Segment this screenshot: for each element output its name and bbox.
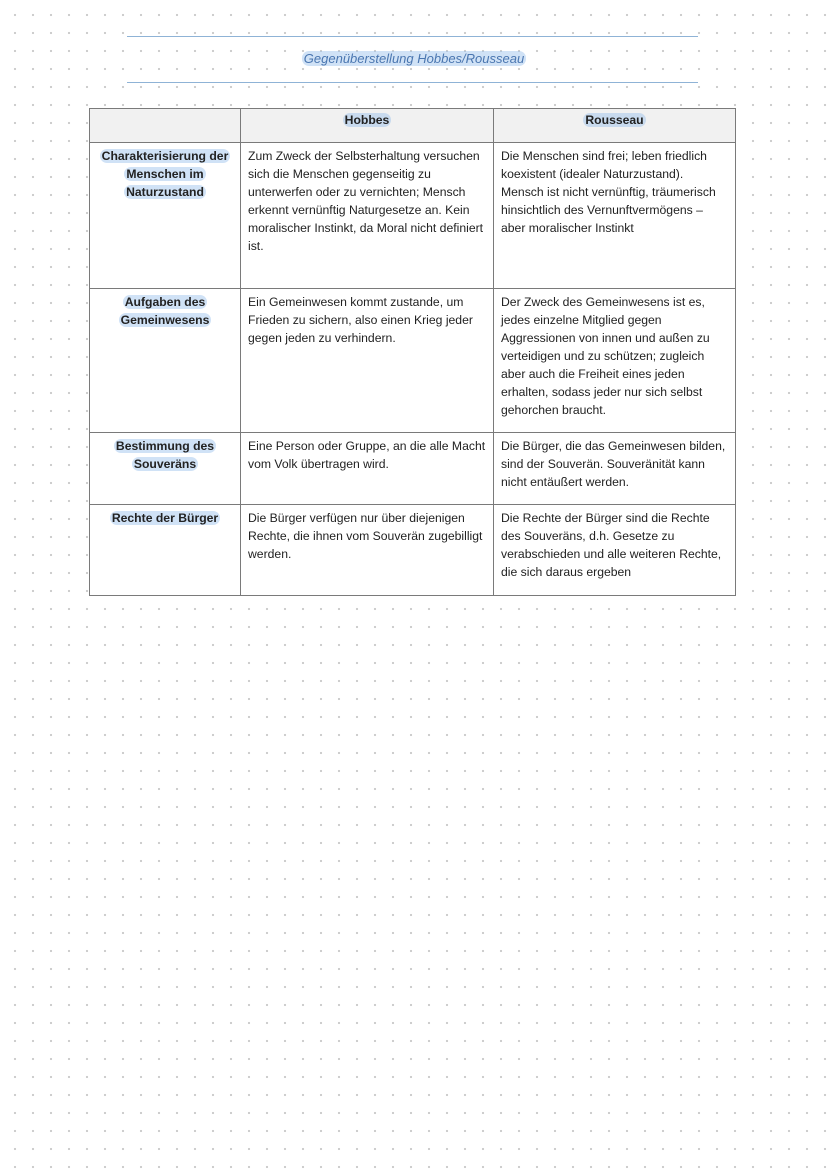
document-title: Gegenüberstellung Hobbes/Rousseau	[303, 51, 525, 66]
table-row	[90, 505, 736, 596]
table-row	[90, 289, 736, 433]
row-label-gemeinwesen: Aufgaben des Gemeinwesens	[90, 289, 241, 433]
table-row	[90, 143, 736, 289]
header-hobbes: Hobbes	[241, 109, 494, 143]
row-label-souveraen: Bestimmung des Souveräns	[90, 433, 241, 505]
row-label-naturzustand: Charakterisierung der Menschen im Naturzustand	[90, 143, 241, 289]
title-rule-top	[127, 36, 698, 37]
header-rousseau: Rousseau	[494, 109, 736, 143]
cell-rousseau-naturzustand: Die Menschen sind frei; leben friedlich koexistent (idealer Naturzustand). Mensch ist nicht vernünftig, träumerisch hinsichtlich des Vernunftvermögens – aber moralischer Instinkt	[494, 143, 736, 289]
cell-rousseau-rechte: Die Rechte der Bürger sind die Rechte des Souveräns, d.h. Gesetze zu verabschieden und alle weiteren Rechte, die sich daraus ergeben	[494, 505, 736, 596]
title-rule-bottom	[127, 82, 698, 83]
cell-rousseau-gemeinwesen: Der Zweck des Gemeinwesens ist es, jedes einzelne Mitglied gegen Aggressionen von innen und außen zu verteidigen und zu schützen; zugleich aber auch die Freiheit eines jeden erhalten, sodass jeder nur sich selbst gehorchen braucht.	[494, 289, 736, 433]
cell-hobbes-naturzustand: Zum Zweck der Selbsterhaltung versuchen sich die Menschen gegenseitig zu unterwerfen oder zu vernichten; Mensch erkennt vernünftig Naturgesetze an. Kein moralischer Instinkt, da Moral nicht definiert ist.	[241, 143, 494, 289]
cell-rousseau-souveraen: Die Bürger, die das Gemeinwesen bilden, sind der Souverän. Souveränität kann nicht entäußert werden.	[494, 433, 736, 505]
cell-hobbes-rechte: Die Bürger verfügen nur über diejenigen Rechte, die ihnen vom Souverän zugebilligt werden.	[241, 505, 494, 596]
row-label-rechte: Rechte der Bürger	[90, 505, 241, 596]
table-header-row	[90, 109, 736, 143]
cell-hobbes-gemeinwesen: Ein Gemeinwesen kommt zustande, um Frieden zu sichern, also einen Krieg jeder gegen jeden zu verhindern.	[241, 289, 494, 433]
table-row	[90, 433, 736, 505]
comparison-table	[89, 108, 736, 596]
cell-hobbes-souveraen: Eine Person oder Gruppe, an die alle Macht vom Volk übertragen wird.	[241, 433, 494, 505]
header-empty-cell	[90, 109, 241, 143]
